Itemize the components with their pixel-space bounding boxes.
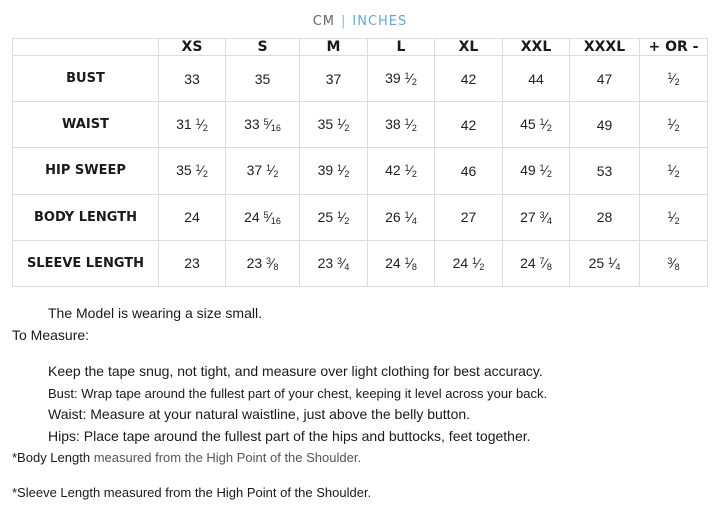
table-cell: 49 $^1⁄_2$ bbox=[503, 148, 570, 194]
table-cell: 27 bbox=[435, 194, 503, 240]
to-measure-heading: To Measure: bbox=[12, 327, 90, 343]
table-cell: 26 $^1⁄_4$ bbox=[368, 194, 435, 240]
unit-toggle bbox=[0, 14, 720, 29]
sleeve-length-note: *Sleeve Length measured from the High Point of the Shoulder. bbox=[12, 485, 372, 500]
table-cell: 28 bbox=[570, 194, 640, 240]
table-cell: 42 $^1⁄_2$ bbox=[368, 148, 435, 194]
table-cell: $^1⁄_2$ bbox=[640, 148, 708, 194]
column-header: XS bbox=[159, 39, 226, 56]
table-cell: 24 $^5⁄_{16}$ bbox=[226, 194, 300, 240]
table-cell: 23 $^3⁄_4$ bbox=[300, 240, 368, 286]
column-header: XL bbox=[435, 39, 503, 56]
column-header: S bbox=[226, 39, 300, 56]
body-length-label: *Body Length bbox=[12, 450, 91, 465]
table-cell: $^1⁄_2$ bbox=[640, 102, 708, 148]
table-cell: 44 bbox=[503, 56, 570, 102]
table-cell: 24 $^1⁄_8$ bbox=[368, 240, 435, 286]
unit-inches-option[interactable]: INCHES bbox=[352, 14, 408, 29]
table-cell: 46 bbox=[435, 148, 503, 194]
table-cell: 42 bbox=[435, 102, 503, 148]
table-cell: $^3⁄_8$ bbox=[640, 240, 708, 286]
model-note: The Model is wearing a size small. bbox=[48, 305, 262, 321]
table-cell: 39 $^1⁄_2$ bbox=[368, 56, 435, 102]
column-header: M bbox=[300, 39, 368, 56]
table-row bbox=[13, 102, 708, 148]
table-cell: 35 $^1⁄_2$ bbox=[159, 148, 226, 194]
table-cell: 25 $^1⁄_2$ bbox=[300, 194, 368, 240]
table-cell: 49 bbox=[570, 102, 640, 148]
table-cell: 24 $^7⁄_8$ bbox=[503, 240, 570, 286]
row-label: HIP SWEEP bbox=[13, 148, 159, 194]
row-label: WAIST bbox=[13, 102, 159, 148]
tape-instruction: Keep the tape snug, not tight, and measure over light clothing for best accuracy. bbox=[48, 363, 543, 379]
table-cell: 53 bbox=[570, 148, 640, 194]
column-header: + OR - bbox=[640, 39, 708, 56]
column-header: XXL bbox=[503, 39, 570, 56]
table-cell: 33 bbox=[159, 56, 226, 102]
table-cell: 45 $^1⁄_2$ bbox=[503, 102, 570, 148]
table-cell: 24 $^1⁄_2$ bbox=[435, 240, 503, 286]
corner-cell bbox=[13, 39, 159, 56]
row-label: BUST bbox=[13, 56, 159, 102]
row-label: SLEEVE LENGTH bbox=[13, 240, 159, 286]
table-cell: 25 $^1⁄_4$ bbox=[570, 240, 640, 286]
body-length-note bbox=[12, 450, 361, 465]
column-header: XXXL bbox=[570, 39, 640, 56]
table-cell: 37 bbox=[300, 56, 368, 102]
table-cell: 24 bbox=[159, 194, 226, 240]
table-row bbox=[13, 148, 708, 194]
table-cell: 23 bbox=[159, 240, 226, 286]
table-cell: 38 $^1⁄_2$ bbox=[368, 102, 435, 148]
table-cell: 27 $^3⁄_4$ bbox=[503, 194, 570, 240]
bust-instruction: Bust: Wrap tape around the fullest part of your chest, keeping it level across your back. bbox=[48, 386, 548, 401]
table-cell: 42 bbox=[435, 56, 503, 102]
table-cell: 33 $^5⁄_{16}$ bbox=[226, 102, 300, 148]
table-row bbox=[13, 240, 708, 286]
unit-cm-option[interactable]: CM bbox=[312, 14, 335, 29]
body-length-detail: measured from the High Point of the Shoulder. bbox=[90, 450, 362, 465]
table-cell: $^1⁄_2$ bbox=[640, 194, 708, 240]
size-chart-table bbox=[12, 38, 708, 287]
column-header: L bbox=[368, 39, 435, 56]
header-row bbox=[13, 39, 708, 56]
table-cell: 35 $^1⁄_2$ bbox=[300, 102, 368, 148]
table-cell: 37 $^1⁄_2$ bbox=[226, 148, 300, 194]
table-cell: 47 bbox=[570, 56, 640, 102]
unit-separator: | bbox=[341, 14, 347, 29]
table-row bbox=[13, 194, 708, 240]
table-cell: 39 $^1⁄_2$ bbox=[300, 148, 368, 194]
table-cell: 23 $^3⁄_8$ bbox=[226, 240, 300, 286]
table-row bbox=[13, 56, 708, 102]
row-label: BODY LENGTH bbox=[13, 194, 159, 240]
waist-instruction: Waist: Measure at your natural waistline, just above the belly button. bbox=[48, 406, 471, 422]
table-cell: $^1⁄_2$ bbox=[640, 56, 708, 102]
table-cell: 35 bbox=[226, 56, 300, 102]
hips-instruction: Hips: Place tape around the fullest part of the hips and buttocks, feet together. bbox=[48, 428, 531, 444]
table-cell: 31 $^1⁄_2$ bbox=[159, 102, 226, 148]
